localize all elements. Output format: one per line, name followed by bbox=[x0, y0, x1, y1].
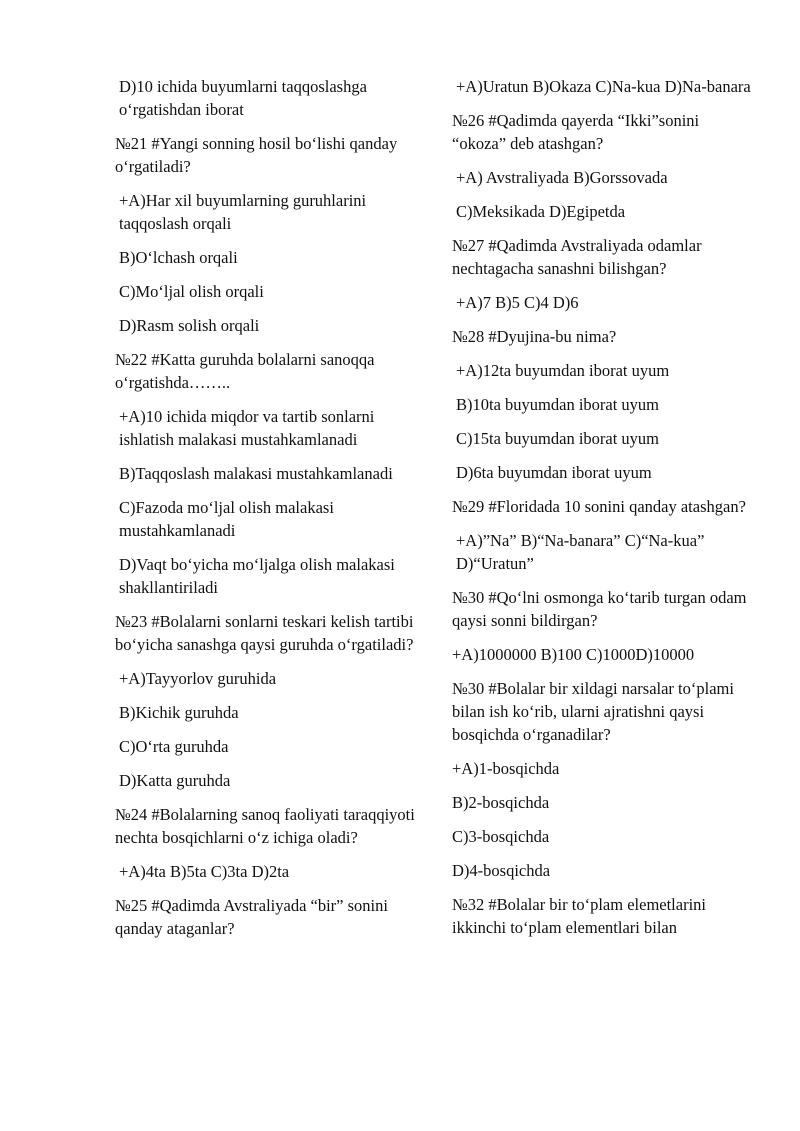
answer-option: D)6ta buyumdan iborat uyum bbox=[456, 463, 652, 482]
answer-option: C)Meksikada D)Egipetda bbox=[456, 202, 626, 221]
answer-option: D)Vaqt bo‘yicha mo‘ljalga olish malakasi shakllantiriladi bbox=[119, 555, 395, 597]
answer-option: D)10 ichida buyumlarni taqqoslashga o‘rgatishdan iborat bbox=[119, 77, 367, 119]
left-column bbox=[115, 75, 415, 951]
answer-option: +A)Har xil buyumlarning guruhlarini taqqoslash orqali bbox=[119, 191, 367, 233]
answer-option: D)Katta guruhda bbox=[119, 771, 231, 790]
answer-option: +A)7 B)5 C)4 D)6 bbox=[456, 293, 579, 312]
answer-option: B)O‘lchash orqali bbox=[119, 248, 238, 267]
question-text: №28 #Dyujina-bu nima? bbox=[452, 327, 617, 346]
answer-option: +A)1000000 B)100 C)1000D)10000 bbox=[452, 645, 695, 664]
answer-option: +A)”Na” B)“Na-banara” C)“Na-kua” D)“Uratun” bbox=[456, 531, 705, 573]
question-text: №26 #Qadimda qayerda “Ikki”sonini “okoza” deb atashgan? bbox=[452, 111, 700, 153]
answer-option: +A)1-bosqichda bbox=[452, 759, 560, 778]
answer-option: +A)Uratun B)Okaza C)Na-kua D)Na-banara bbox=[456, 77, 751, 96]
answer-option: C)3-bosqichda bbox=[452, 827, 550, 846]
answer-option: +A)10 ichida miqdor va tartib sonlarni ishlatish malakasi mustahkamlanadi bbox=[119, 407, 375, 449]
answer-option: B)2-bosqichda bbox=[452, 793, 550, 812]
question-text: №21 #Yangi sonning hosil bo‘lishi qanday o‘rgatiladi? bbox=[115, 134, 398, 176]
answer-option: +A) Avstraliyada B)Gorssovada bbox=[456, 168, 668, 187]
question-text: №25 #Qadimda Avstraliyada “bir” sonini qanday ataganlar? bbox=[115, 896, 388, 938]
answer-option: B)Kichik guruhda bbox=[119, 703, 239, 722]
question-text: №32 #Bolalar bir to‘plam elemetlarini ikkinchi to‘plam elementlari bilan bbox=[452, 895, 707, 937]
question-text: №24 #Bolalarning sanoq faoliyati taraqqiyoti nechta bosqichlarni o‘z ichiga oladi? bbox=[115, 805, 415, 847]
question-text: №30 #Qo‘lni osmonga ko‘tarib turgan odam qaysi sonni bildirgan? bbox=[452, 588, 747, 630]
answer-option: +A)12ta buyumdan iborat uyum bbox=[456, 361, 670, 380]
answer-option: +A)4ta B)5ta C)3ta D)2ta bbox=[119, 862, 290, 881]
answer-option: C)Mo‘ljal olish orqali bbox=[119, 282, 264, 301]
answer-option: B)Taqqoslash malakasi mustahkamlanadi bbox=[119, 464, 393, 483]
question-text: №27 #Qadimda Avstraliyada odamlar nechtagacha sanashni bilishgan? bbox=[452, 236, 702, 278]
answer-option: C)15ta buyumdan iborat uyum bbox=[456, 429, 660, 448]
answer-option: +A)Tayyorlov guruhida bbox=[119, 669, 277, 688]
answer-option: D)Rasm solish orqali bbox=[119, 316, 260, 335]
right-column bbox=[452, 75, 752, 950]
question-text: №29 #Floridada 10 sonini qanday atashgan? bbox=[452, 497, 746, 516]
question-text: №23 #Bolalarni sonlarni teskari kelish tartibi bo‘yicha sanashga qaysi guruhda o‘rgatiladi? bbox=[115, 612, 414, 654]
answer-option: B)10ta buyumdan iborat uyum bbox=[456, 395, 660, 414]
answer-option: C)O‘rta guruhda bbox=[119, 737, 229, 756]
answer-option: C)Fazoda mo‘ljal olish malakasi mustahkamlanadi bbox=[119, 498, 334, 540]
question-text: №22 #Katta guruhda bolalarni sanoqqa o‘rgatishda…….. bbox=[115, 350, 375, 392]
answer-option: D)4-bosqichda bbox=[452, 861, 551, 880]
question-text: №30 #Bolalar bir xildagi narsalar to‘plami bilan ish ko‘rib, ularni ajratishni qaysi bosqichda o‘rganadilar? bbox=[452, 679, 734, 744]
